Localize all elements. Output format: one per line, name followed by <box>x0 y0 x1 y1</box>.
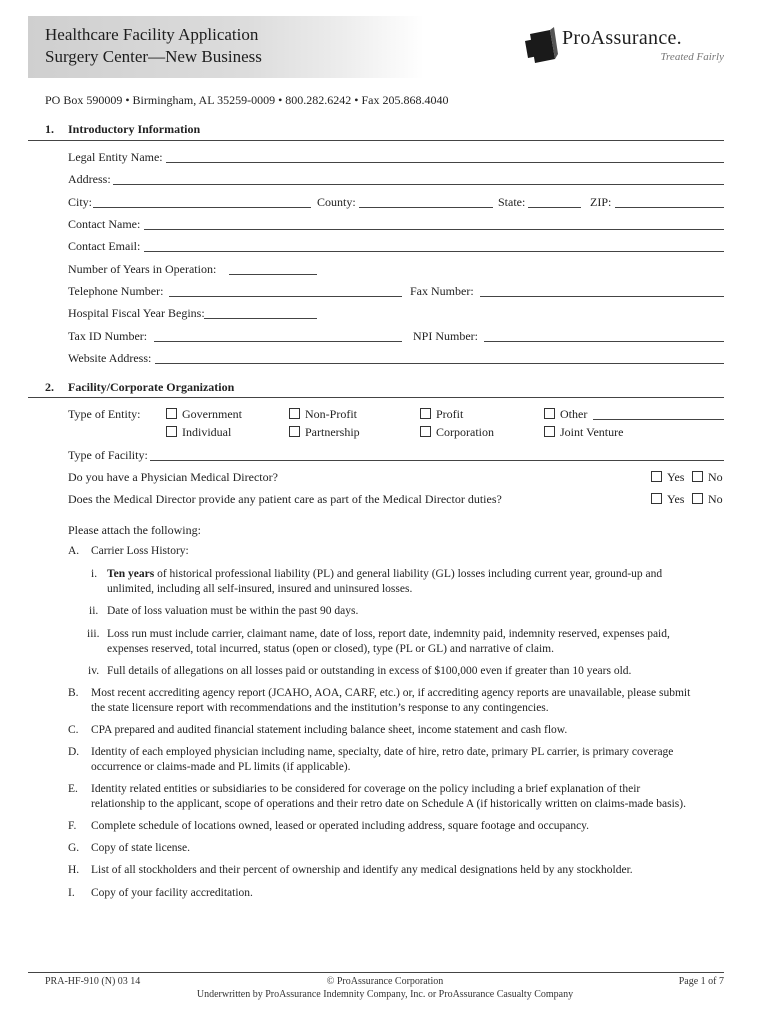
years-in-operation-field[interactable] <box>229 274 317 275</box>
yes-label: Yes <box>667 470 685 484</box>
partnership-checkbox[interactable] <box>289 426 300 437</box>
attachment-item-b-continued: the state licensure report with recommendations and the institution’s response to any contingencies. <box>91 702 549 714</box>
other-checkbox[interactable] <box>544 408 555 419</box>
item-letter: E. <box>68 783 78 795</box>
joint-venture-checkbox[interactable] <box>544 426 555 437</box>
sub-item-ii: Date of loss valuation must be within the past 90 days. <box>107 605 359 617</box>
telephone-label: Telephone Number: <box>68 284 164 298</box>
form-title: Healthcare Facility Application <box>45 25 259 44</box>
page-number: Page 1 of 7 <box>678 976 724 987</box>
non-profit-checkbox[interactable] <box>289 408 300 419</box>
address-label: Address: <box>68 172 111 186</box>
footer-divider <box>28 972 724 973</box>
section-2-heading <box>45 380 234 395</box>
zip-label: ZIP: <box>590 195 612 209</box>
item-letter: D. <box>68 746 80 758</box>
attachment-item-e-continued: relationship to the applicant, scope of operations and their retro date on Schedule A (if historically written on claims-made basis). <box>91 798 686 810</box>
years-in-operation-label: Number of Years in Operation: <box>68 262 217 276</box>
profit-checkbox[interactable] <box>420 408 431 419</box>
patient-care-no-checkbox[interactable] <box>692 493 703 504</box>
legal-entity-label: Legal Entity Name: <box>68 150 163 164</box>
address-field[interactable] <box>113 184 724 185</box>
partnership-label: Partnership <box>305 425 360 439</box>
attachment-item-g: Copy of state license. <box>91 842 191 854</box>
contact-address-line: PO Box 590009 • Birmingham, AL 35259-0009 • 800.282.6242 • Fax 205.868.4040 <box>45 93 449 107</box>
state-label: State: <box>498 195 526 209</box>
item-letter: B. <box>68 687 79 699</box>
corporation-label: Corporation <box>436 425 494 439</box>
sub-item-number: iii. <box>87 628 100 640</box>
website-label: Website Address: <box>68 351 152 365</box>
section-title: Facility/Corporate Organization <box>68 380 235 394</box>
sub-item-number: ii. <box>89 605 99 617</box>
sub-item-i <box>107 566 662 582</box>
city-field[interactable] <box>93 207 311 208</box>
other-label: Other <box>560 407 588 421</box>
attachments-intro: Please attach the following: <box>68 523 201 537</box>
website-field[interactable] <box>155 363 724 364</box>
attachment-item-h: List of all stockholders and their percent of ownership and identify any medical designations held by any stockholder. <box>91 864 633 876</box>
fax-label: Fax Number: <box>410 284 474 298</box>
attachment-item-a: Carrier Loss History: <box>91 545 189 557</box>
fax-field[interactable] <box>480 296 724 297</box>
legal-entity-field[interactable] <box>166 162 724 163</box>
patient-care-question: Does the Medical Director provide any patient care as part of the Medical Director duties? <box>68 492 502 506</box>
item-letter: C. <box>68 724 79 736</box>
contact-name-label: Contact Name: <box>68 217 141 231</box>
section-title: Introductory Information <box>68 122 201 136</box>
sub-item-number: i. <box>91 568 98 580</box>
attachment-item-d: Identity of each employed physician including name, specialty, date of hire, retro date, primary PL carrier, is primary coverage <box>91 746 674 758</box>
state-field[interactable] <box>528 207 581 208</box>
item-letter: A. <box>68 545 80 557</box>
county-label: County: <box>317 195 356 209</box>
profit-label: Profit <box>436 407 464 421</box>
medical-director-no-checkbox[interactable] <box>692 471 703 482</box>
non-profit-label: Non-Profit <box>305 407 357 421</box>
attachment-item-d-continued: occurrence or claims-made and PL limits (if applicable). <box>91 761 351 773</box>
zip-field[interactable] <box>615 207 724 208</box>
section-divider <box>28 397 724 398</box>
medical-director-question: Do you have a Physician Medical Director? <box>68 470 278 484</box>
form-code: PRA-HF-910 (N) 03 14 <box>45 976 141 987</box>
facility-type-field[interactable] <box>150 460 724 461</box>
attachment-item-f: Complete schedule of locations owned, leased or operated including address, square footage and occupancy. <box>91 820 590 832</box>
item-letter: G. <box>68 842 80 854</box>
item-letter: I. <box>68 887 75 899</box>
contact-email-label: Contact Email: <box>68 239 141 253</box>
logo-wordmark: ProAssurance. <box>562 27 682 49</box>
npi-label: NPI Number: <box>413 329 478 343</box>
entity-type-label: Type of Entity: <box>68 407 141 421</box>
sub-item-i-continued: unlimited, including all self-insured, insured and uninsured losses. <box>107 583 413 595</box>
attachment-item-i: Copy of your facility accreditation. <box>91 887 253 899</box>
ten-years-emphasis: Ten years <box>107 568 155 580</box>
sub-item-i-text: of historical professional liability (PL) and general liability (GL) losses including current year, ground-up and <box>154 568 663 580</box>
other-field[interactable] <box>593 419 724 420</box>
sub-item-number: iv. <box>88 665 100 677</box>
attachment-item-c: CPA prepared and audited financial statement including balance sheet, income statement and cash flow. <box>91 724 568 736</box>
medical-director-yes-checkbox[interactable] <box>651 471 662 482</box>
item-letter: H. <box>68 864 80 876</box>
logo-tagline: Treated Fairly <box>660 51 724 63</box>
sub-item-iii-continued: expenses reserved, total incurred, status (open or closed), type (PL or GL) and narrative of claim. <box>107 643 554 655</box>
tax-id-field[interactable] <box>154 341 402 342</box>
section-number: 1. <box>45 122 54 136</box>
npi-field[interactable] <box>484 341 724 342</box>
footer-copyright: © ProAssurance Corporation <box>326 976 444 987</box>
attachment-item-b: Most recent accrediting agency report (JCAHO, AOA, CARF, etc.) or, if accrediting agency reports are unavailable, please submit <box>91 687 691 699</box>
footer-underwriter: Underwritten by ProAssurance Indemnity Company, Inc. or ProAssurance Casualty Company <box>196 989 574 1000</box>
telephone-field[interactable] <box>169 296 402 297</box>
section-divider <box>28 140 724 141</box>
county-field[interactable] <box>359 207 493 208</box>
sub-item-iv: Full details of allegations on all losses paid or outstanding in excess of $100,000 even if greater than 10 years old. <box>107 665 632 677</box>
corporation-checkbox[interactable] <box>420 426 431 437</box>
fiscal-year-field[interactable] <box>204 318 317 319</box>
section-1-heading <box>45 122 200 137</box>
form-subtitle: Surgery Center—New Business <box>45 47 262 66</box>
government-checkbox[interactable] <box>166 408 177 419</box>
no-label: No <box>708 492 723 506</box>
facility-type-label: Type of Facility: <box>68 448 148 462</box>
contact-email-field[interactable] <box>144 251 724 252</box>
sub-item-iii: Loss run must include carrier, claimant name, date of loss, report date, indemnity paid, indemnity reserved, expenses paid, <box>107 628 670 640</box>
section-number: 2. <box>45 380 54 394</box>
patient-care-yes-checkbox[interactable] <box>651 493 662 504</box>
city-label: City: <box>68 195 93 209</box>
joint-venture-label: Joint Venture <box>560 425 624 439</box>
contact-name-field[interactable] <box>144 229 724 230</box>
government-label: Government <box>182 407 242 421</box>
tax-id-label: Tax ID Number: <box>68 329 148 343</box>
attachment-item-e: Identity related entities or subsidiaries to be considered for coverage on the policy including a brief explanation of their <box>91 783 641 795</box>
individual-label: Individual <box>182 425 232 439</box>
no-label: No <box>708 470 723 484</box>
yes-label: Yes <box>667 492 685 506</box>
individual-checkbox[interactable] <box>166 426 177 437</box>
item-letter: F. <box>68 820 77 832</box>
fiscal-year-label: Hospital Fiscal Year Begins: <box>68 306 205 320</box>
